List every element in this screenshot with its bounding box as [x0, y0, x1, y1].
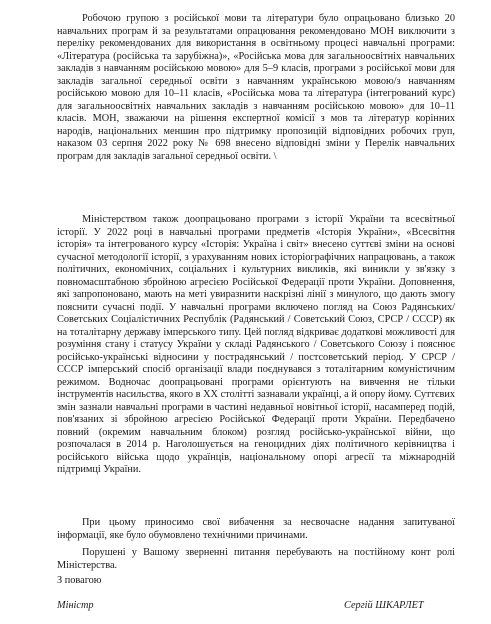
signer-name: Сергій ШКАРЛЕТ	[344, 600, 424, 611]
paragraph-history-programs: Міністерством також доопрацьовано програми з історії України та всесвітньої історії. У 2022 році в навчальні програми предметів «Історія України», «Всесвітня історія» та інтегрованого курсу «Історія: Україна і світ» внесено суттєві зміни на основі сучасної методології історії, з урахуванням нових історіографічних напрацювань, а також політичних, економічних, соціальних і культурних викликів, які виникли у зв'язку з повномасштабною збройною агресією Російської Федерації проти України. Доповнення, які запропоновано, мають на меті увиразнити наскрізні лінії з минулого, що дають змогу пояснити сучасні події. У навчальні програми включено погляд на Союз Радянських/ Советських Соціалістичних Республік (Радянський / Советський Союз, СРСР / СССР) як на тоталітарну державу імперського типу. Цей погляд відкриває додаткові можливості для розуміння стану і статусу України у складі Радянського / Советського Союзу і пояснює російсько-українські відносини у пострадянський / постсоветський період. У СРСР / СССР імперський спосіб організації влади поєднувався з тоталітарним комуністичним режимом. Водночас доопрацьовані програми орієнтують на вивчення не тільки інструментів насильства, якого в ХХ столітті зазнавали українці, а й опору йому. Суттєвих змін зазнали навчальні програми в частині недавньої новітньої історії, насамперед подій, пов'язаних зі збройною агресією Російської Федерації проти України. Передбачено повний (окремим навчальним блоком) розгляд російсько-української війни, що розпочалася в 2014 р. Наголошується на геноцидних діях політичного керівництва і російського війська щодо українців, національному опорі агресії та міжнародній підтримці України.	[57, 214, 455, 475]
paragraph-control: Порушені у Вашому зверненні питання перебувають на постійному конт ролі Міністерства.	[57, 547, 455, 571]
closing-phrase: З повагою	[57, 575, 102, 586]
paragraph-apology: При цьому приносимо свої вибачення за несвочасне надання запитуваної інформації, яке було обумовлено технічними причинами.	[57, 517, 455, 541]
signer-title: Міністр	[57, 600, 94, 611]
paragraph-russian-programs: Робочою групою з російської мови та літератури було опрацьовано близько 20 навчальних програм й за результатами опрацювання рекомендовано МОН виключити з переліку рекомендованих для використання в освітньому процесі навчальні програми: «Література (російська та зарубіжна)», «Російська мова для загальноосвітніх навчальних закладів з навчанням російською мовою» для 5–9 класів, програми з російської мови для закладів загальної середньої освіти з навчанням українською мовою/з навчанням російською мовою для 10–11 класів, «Російська мова та література (інтегрований курс) для загальноосвітніх навчальних закладів з навчанням російською мовою» для 10–11 класів. МОН, зважаючи на рішення експертної комісії з мов та літератур корінних народів, національних меншин про підтримку пропозицій відповідних робочих груп, наказом 03 серпня 2022 року № 698 внесено відповідні зміни у Перелік навчальних програм для закладів загальної середньої освіти. \	[57, 13, 455, 162]
